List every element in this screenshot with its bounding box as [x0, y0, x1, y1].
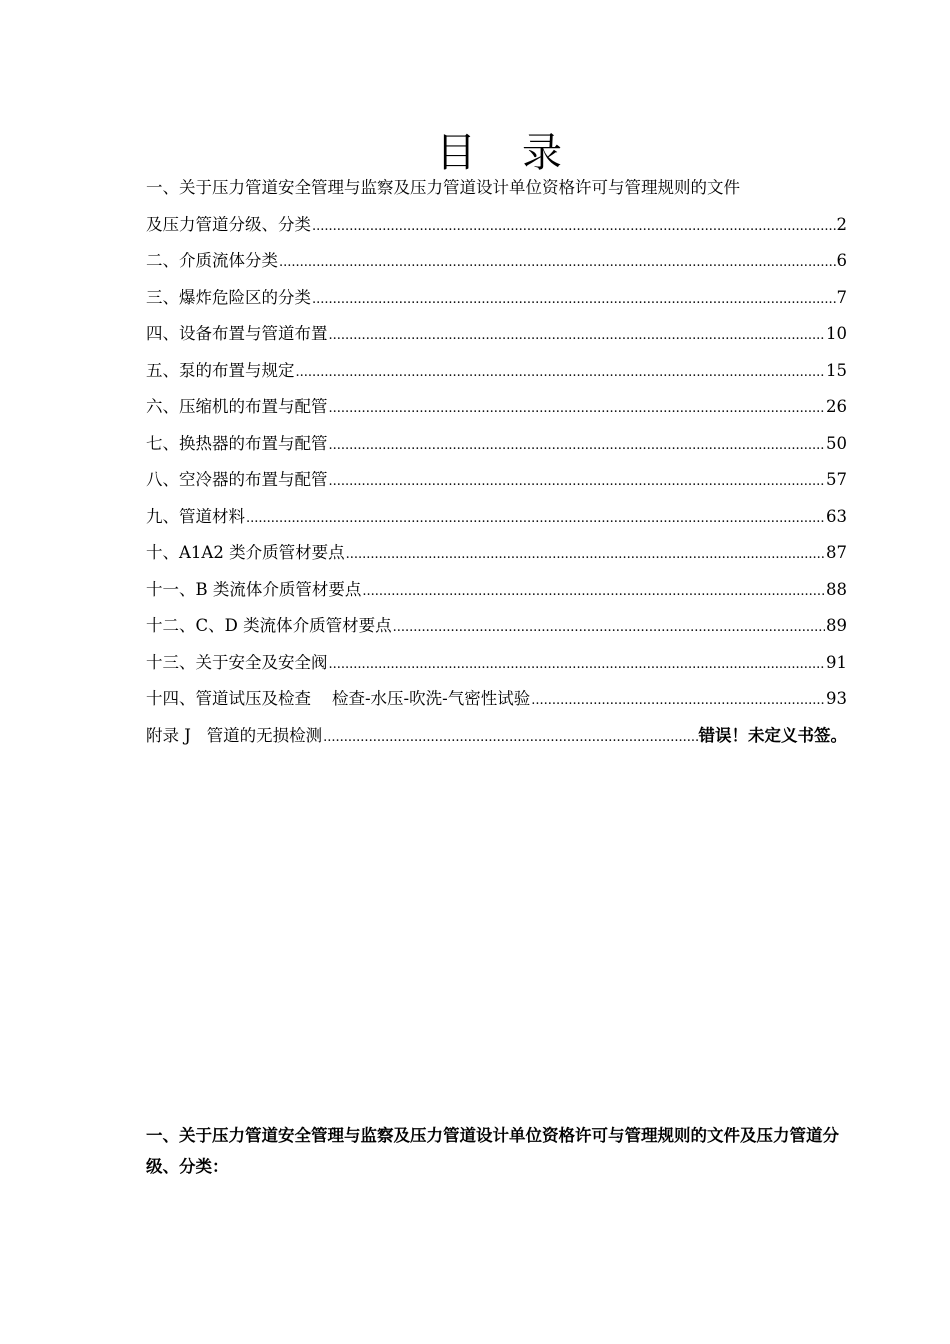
toc-entry-label: 五、泵的布置与规定 — [146, 360, 295, 380]
toc-entry-label: 九、管道材料 — [146, 506, 245, 526]
toc-entry-label: 十三、关于安全及安全阀 — [146, 652, 328, 672]
toc-leader-dots — [312, 282, 836, 319]
toc-entry-page: 7 — [836, 287, 847, 307]
toc-entry-appendix-j[interactable] — [146, 718, 847, 755]
toc-entry-label: 一、关于压力管道安全管理与监察及压力管道设计单位资格许可与管理规则的文件 — [146, 178, 740, 197]
toc-leader-dots — [362, 574, 825, 611]
toc-entry-page: 57 — [826, 470, 847, 489]
toc-leader-dots — [312, 209, 836, 246]
toc-leader-dots — [329, 647, 826, 684]
toc-entry-label: 十二、C、D 类流体介质管材要点 — [146, 616, 392, 635]
toc-entry-page: 26 — [826, 397, 847, 416]
toc-title-right: 录 — [522, 130, 562, 176]
toc-entry-page: 10 — [826, 324, 847, 343]
toc-entry-page: 89 — [826, 616, 847, 635]
toc-entry-label: 四、设备布置与管道布置 — [146, 324, 328, 343]
toc-leader-dots — [329, 391, 826, 428]
toc-entry-3[interactable] — [146, 280, 847, 317]
table-of-contents — [146, 170, 847, 754]
toc-entry-label: 及压力管道分级、分类 — [146, 214, 311, 234]
section-heading: 一、关于压力管道安全管理与监察及压力管道设计单位资格许可与管理规则的文件及压力管道分级、分类： — [146, 1126, 839, 1176]
toc-entry-6[interactable] — [146, 389, 847, 426]
toc-entry-12[interactable] — [146, 608, 847, 645]
toc-entry-label: 附录 J 管道的无损检测 — [146, 725, 323, 745]
toc-entry-page: 2 — [836, 214, 847, 234]
toc-entry-page-error: 错误！未定义书签。 — [698, 725, 847, 745]
toc-entry-1-line1[interactable] — [146, 170, 847, 207]
toc-entry-label: 十一、B 类流体介质管材要点 — [146, 579, 362, 599]
toc-entry-14[interactable] — [146, 681, 847, 718]
toc-leader-dots — [393, 610, 825, 647]
toc-entry-page: 63 — [826, 506, 847, 526]
toc-entry-label: 三、爆炸危险区的分类 — [146, 287, 311, 307]
toc-entry-page: 15 — [826, 360, 847, 380]
toc-entry-9[interactable] — [146, 499, 847, 536]
toc-entry-page: 91 — [826, 652, 847, 672]
toc-entry-page: 50 — [826, 433, 847, 453]
toc-entry-page: 88 — [826, 579, 847, 599]
toc-leader-dots — [329, 464, 826, 501]
toc-leader-dots — [279, 245, 836, 282]
toc-entry-label: 十、A1A2 类介质管材要点 — [146, 543, 345, 562]
toc-leader-dots — [246, 501, 825, 538]
toc-leader-dots — [329, 318, 826, 355]
toc-entry-label: 十四、管道试压及检查 检查-水压-吹洗-气密性试验 — [146, 689, 531, 708]
toc-entry-8[interactable] — [146, 462, 847, 499]
toc-leader-dots — [346, 537, 825, 574]
toc-entry-10[interactable] — [146, 535, 847, 572]
toc-entry-page: 6 — [836, 251, 847, 270]
toc-leader-dots — [323, 720, 697, 757]
toc-leader-dots — [329, 428, 826, 465]
toc-entry-page: 87 — [826, 543, 847, 562]
toc-leader-dots — [296, 355, 826, 392]
toc-entry-label: 七、换热器的布置与配管 — [146, 433, 328, 453]
toc-entry-13[interactable] — [146, 645, 847, 682]
toc-entry-page: 93 — [826, 689, 847, 708]
toc-title-left: 目 — [436, 130, 476, 176]
toc-entry-label: 八、空冷器的布置与配管 — [146, 470, 328, 489]
toc-entry-5[interactable] — [146, 353, 847, 390]
toc-entry-1[interactable] — [146, 207, 847, 244]
toc-entry-label: 二、介质流体分类 — [146, 251, 278, 270]
toc-leader-dots — [531, 683, 825, 720]
toc-entry-4[interactable] — [146, 316, 847, 353]
toc-entry-11[interactable] — [146, 572, 847, 609]
toc-entry-7[interactable] — [146, 426, 847, 463]
toc-entry-2[interactable] — [146, 243, 847, 280]
toc-entry-label: 六、压缩机的布置与配管 — [146, 397, 328, 416]
